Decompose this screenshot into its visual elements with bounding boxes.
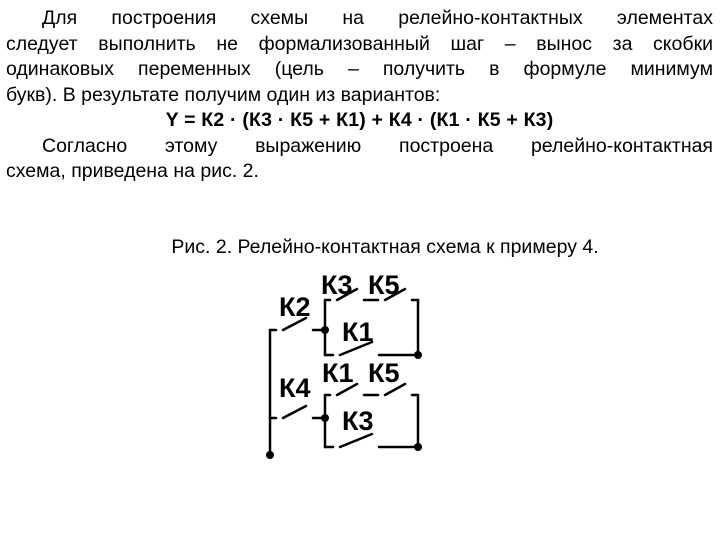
- text-line-6: схема, приведена на рис. 2.: [6, 160, 259, 182]
- text-line-4: букв). В результате получим один из вариантов:: [6, 83, 441, 106]
- text-line-1: Для построения схемы на релейно-контактных элементах: [42, 7, 713, 29]
- label-k5-top: К5: [368, 270, 400, 300]
- label-k1-top: К1: [342, 317, 374, 347]
- label-k4: К4: [279, 373, 311, 403]
- label-k1-mid: К1: [322, 358, 354, 388]
- terminal-left: [266, 451, 274, 459]
- label-k3-top: К3: [321, 270, 353, 300]
- terminal-right-upper: [414, 351, 422, 359]
- figure-caption: Рис. 2. Релейно-контактная схема к примеру 4.: [171, 236, 599, 258]
- text-line-2: следует выполнить не формализованный шаг – вынос за скобки: [6, 32, 713, 55]
- label-k2: К2: [279, 292, 311, 322]
- label-k3-bot: К3: [342, 406, 374, 436]
- junction-node-k4: [321, 414, 329, 422]
- contact-k4-blade: [283, 406, 306, 418]
- text-line-5: Согласно этому выражению построена релейно-контактная: [42, 134, 713, 157]
- text-line-3: одинаковых переменных (цель – получить в формуле минимум: [6, 58, 713, 80]
- formula: Y = К2 · (К3 · К5 + К1) + К4 · (К1 · К5 + К3): [165, 109, 554, 131]
- label-k5-mid: К5: [368, 358, 400, 388]
- junction-node-k2: [321, 326, 329, 334]
- terminal-right-lower: [414, 443, 422, 451]
